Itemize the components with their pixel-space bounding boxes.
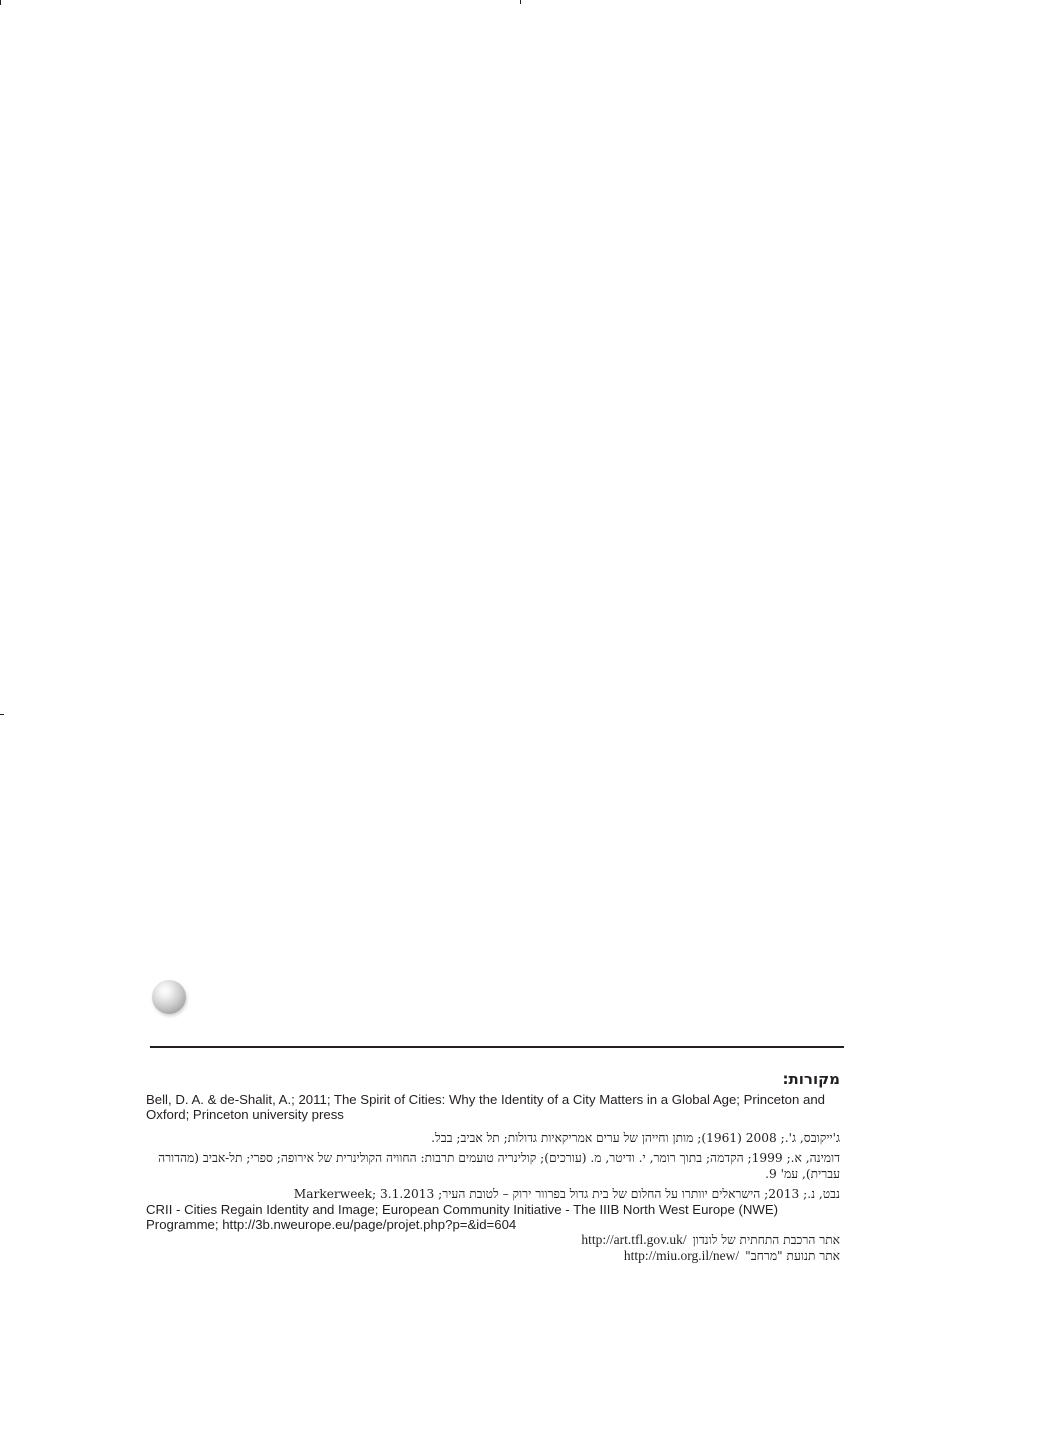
crop-mark [0, 714, 4, 715]
reference-item: CRII - Cities Regain Identity and Image; European Community Initiative - The IIIB North West Europe (NWE) Programme; http://3b.nweurope.eu/page/projet.php?p=&id=604 [146, 1202, 779, 1232]
crop-mark [0, 0, 1, 5]
crop-mark [520, 0, 521, 4]
website-label: אתר תנועת "מרחב" [745, 1249, 840, 1263]
website-link[interactable]: http://art.tfl.gov.uk/ [581, 1232, 687, 1247]
reference-item: נבט, נ.; 2013; הישראלים יוותרו על החלום של בית גדול בפרוור ירוק – לטובת העיר; Markerweek; 3.1.2013 [293, 1187, 840, 1201]
website-label: אתר הרכבת התחתית של לונדון [692, 1233, 840, 1247]
sources-title: מקורות: [782, 1070, 840, 1088]
reference-item: Bell, D. A. & de-Shalit, A.; 2011; The Spirit of Cities: Why the Identity of a City Matters in a Global Age; Princeton and Oxford; Princeton university press [146, 1092, 826, 1122]
website-reference [146, 1248, 840, 1264]
decorative-sphere-icon [152, 980, 186, 1014]
website-reference [146, 1232, 840, 1248]
section-divider [150, 1046, 844, 1048]
reference-item: דומינה, א.; 1999; הקדמה; בתוך רומר, י. ודיטר, מ. (עורכים); קולינריה טועמים תרבות: החוויה הקולינרית של אירופה; ספרי; תל-אביב (מהדורה עברית), עמ' 9. [158, 1151, 840, 1181]
sources-section [146, 1068, 840, 1264]
website-link[interactable]: http://miu.org.il/new/ [623, 1248, 740, 1263]
reference-item: ג'ייקובס, ג'.; 2008 (1961); מותן וחייהן של ערים אמריקאיות גדולות; תל אביב; בבל. [431, 1131, 840, 1145]
